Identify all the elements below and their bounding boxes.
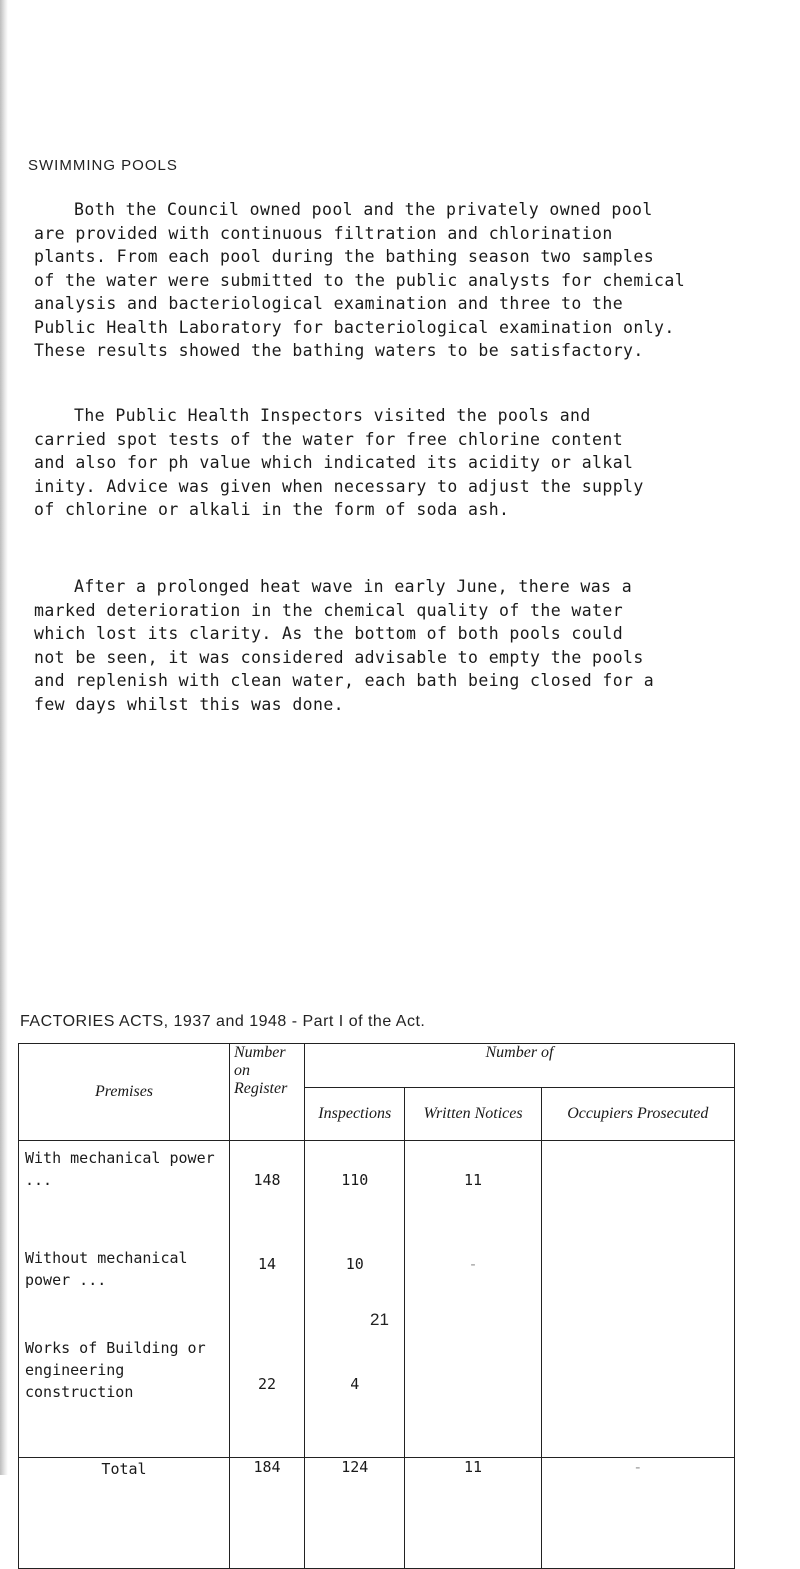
table-cell: 14 bbox=[257, 1255, 277, 1273]
paragraph-3 bbox=[34, 575, 774, 716]
text-line: inity. Advice was given when necessary to adjust the supply bbox=[34, 476, 644, 496]
factories-table bbox=[18, 1043, 735, 1569]
written-notices-cell bbox=[405, 1141, 541, 1458]
table-cell: 11 bbox=[464, 1171, 483, 1189]
row-label: Works of Building or engineering construction bbox=[25, 1339, 206, 1401]
paragraph-2 bbox=[34, 404, 774, 522]
text-line: which lost its clarity. As the bottom of both pools could bbox=[34, 624, 624, 643]
text-line: After a prolonged heat wave in early June, there was a bbox=[74, 577, 633, 596]
total-register: 184 bbox=[230, 1458, 305, 1569]
table-cell: 110 bbox=[341, 1171, 369, 1189]
total-inspections: 124 bbox=[305, 1458, 405, 1569]
table-row-total bbox=[19, 1458, 735, 1569]
column-header-inspections: Inspections bbox=[305, 1088, 405, 1141]
table-cell: 10 bbox=[345, 1255, 364, 1273]
column-header-register: Number on Register bbox=[230, 1044, 305, 1141]
text-line: few days whilst this was done. bbox=[34, 694, 345, 714]
text-line: Public Health Laboratory for bacteriological examination only. bbox=[34, 317, 675, 337]
table-cell: 22 bbox=[257, 1375, 277, 1393]
row-label: Without mechanical power ... bbox=[25, 1249, 188, 1289]
text-line: carried spot tests of the water for free chlorine content bbox=[34, 429, 624, 449]
section-heading-swimming: SWIMMING POOLS bbox=[28, 157, 178, 174]
table-cell: 148 bbox=[253, 1171, 281, 1189]
row-label: With mechanical power ... bbox=[25, 1149, 215, 1189]
text-line: not be seen, it was considered advisable to empty the pools bbox=[34, 647, 644, 667]
text-line: of chlorine or alkali in the form of soda ash. bbox=[34, 500, 510, 519]
text-line: Both the Council owned pool and the privately owned pool bbox=[74, 200, 653, 219]
text-line: and replenish with clean water, each bath being closed for a bbox=[34, 671, 655, 690]
table-cell: - bbox=[468, 1255, 478, 1273]
text-line: are provided with continuous filtration and chlorination bbox=[34, 223, 613, 243]
text-line: These results showed the bathing waters to be satisfactory. bbox=[34, 341, 644, 360]
inspections-cell bbox=[305, 1141, 405, 1458]
text-line: plants. From each pool during the bathing season two samples bbox=[34, 247, 655, 266]
prosecuted-cell bbox=[541, 1141, 734, 1458]
column-header-prosecuted: Occupiers Prosecuted bbox=[541, 1088, 734, 1141]
table-cell: 4 bbox=[350, 1375, 360, 1393]
text-line: The Public Health Inspectors visited the pools and bbox=[74, 406, 591, 425]
register-cell bbox=[230, 1141, 305, 1458]
table-row bbox=[19, 1141, 735, 1458]
text-line: of the water were submitted to the public analysts for chemical bbox=[34, 270, 686, 290]
binding-edge bbox=[0, 0, 8, 1475]
page-number: 21 bbox=[370, 1310, 389, 1329]
text-line: analysis and bacteriological examination and three to the bbox=[34, 294, 624, 313]
column-header-premises: Premises bbox=[19, 1044, 230, 1141]
paragraph-1 bbox=[34, 198, 774, 363]
section-heading-factories: FACTORIES ACTS, 1937 and 1948 - Part I of the Act. bbox=[20, 1013, 426, 1030]
column-header-written-notices: Written Notices bbox=[405, 1088, 541, 1141]
total-written-notices: 11 bbox=[405, 1458, 541, 1569]
row-labels-cell bbox=[19, 1141, 230, 1458]
text-line: and also for ph value which indicated its acidity or alkal bbox=[34, 453, 634, 472]
total-prosecuted: - bbox=[541, 1458, 734, 1569]
column-header-number-of: Number of bbox=[305, 1044, 735, 1088]
total-label: Total bbox=[19, 1458, 230, 1569]
text-line: marked deterioration in the chemical quality of the water bbox=[34, 600, 624, 620]
